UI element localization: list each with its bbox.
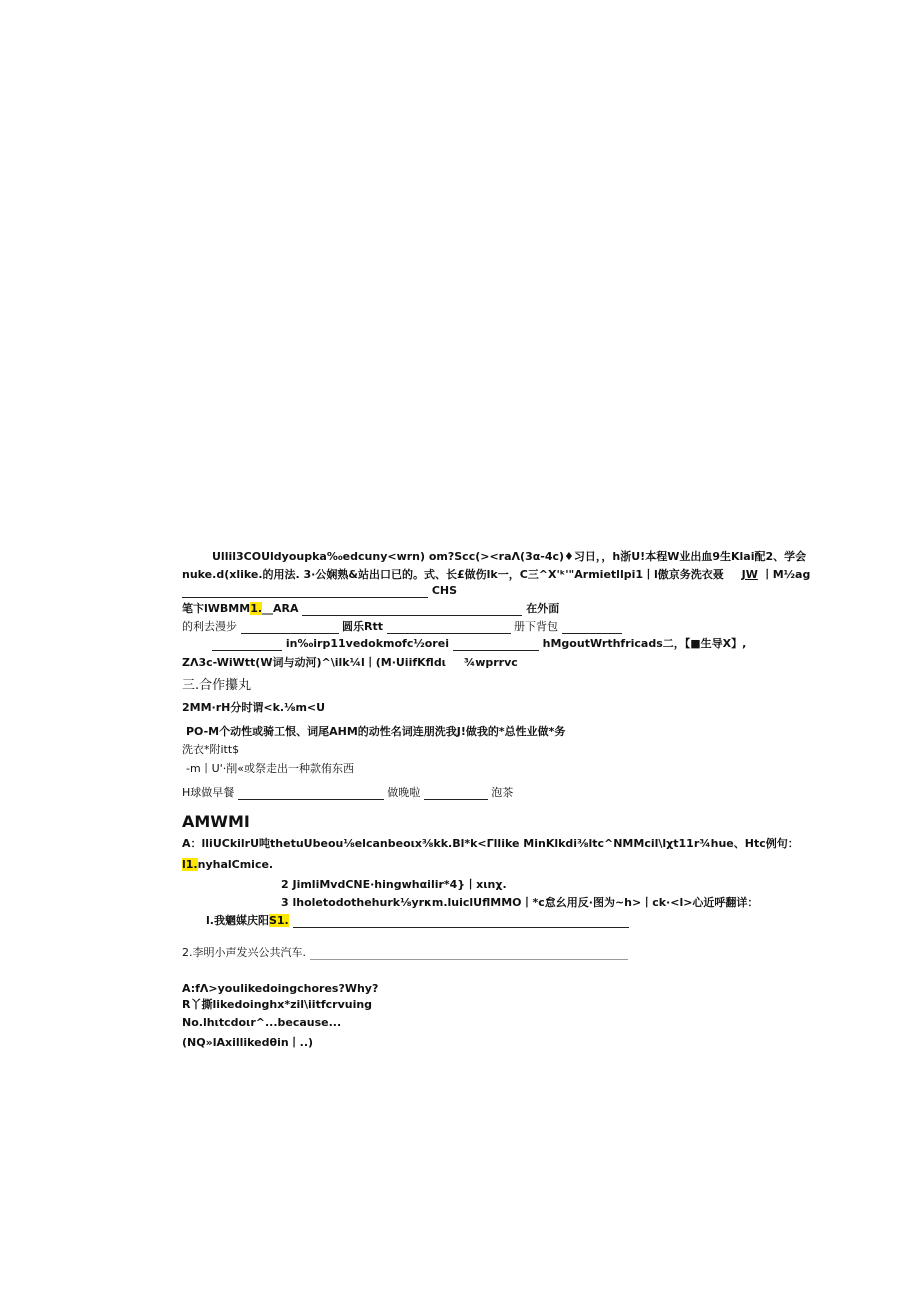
line-23 <box>182 1016 341 1030</box>
line-18 <box>281 896 758 910</box>
line-19 <box>206 914 629 928</box>
blank <box>387 623 511 634</box>
text: 2.李明小声发兴公共汽车. <box>182 946 306 959</box>
line-2 <box>182 568 810 582</box>
text: hMgoutWrthfricads二，【■生导X】, <box>542 637 747 650</box>
text: Ullil3COUldyoupka‰edcuny<wrn) om?Scc(><raΛ(3α-4c)♦习日，，h浙U!本程W业出血9生Klai配2、学会 <box>212 550 807 563</box>
line-4 <box>182 602 559 616</box>
line-16 <box>182 858 273 872</box>
text: 泡茶 <box>491 786 514 799</box>
blank <box>424 789 488 800</box>
text: 做晚啦 <box>387 786 421 799</box>
line-6 <box>212 637 746 651</box>
line-13 <box>182 786 513 800</box>
line-3 <box>182 584 457 598</box>
text: l.我魍媒庆阳 <box>206 914 269 927</box>
highlight: 1. <box>250 602 263 615</box>
line-15 <box>182 837 799 851</box>
text: 3 lholetodothehurk⅛yrκm.luiclUflMMO丨*c怠幺用反·图为~h>丨ck·<l>心近呼翻详： <box>281 896 759 909</box>
line-5 <box>182 620 622 634</box>
blank <box>562 623 622 634</box>
text: 圆乐Rtt <box>342 620 383 633</box>
text: 2 JimliMvdCNE·hingwhαilir*4}丨xιnχ. <box>281 878 507 891</box>
blank <box>302 605 522 616</box>
blank <box>182 587 428 598</box>
text: nyhalCmice. <box>197 858 274 871</box>
text: 2MM·rH分时谓<k.⅛m<U <box>182 701 326 714</box>
text: PO-M个动性或骑工恨、词尾AHM的动性名词连朋洗我J!做我的*总性业做*务 <box>186 725 566 738</box>
text: (NQ»lAxillikedθin丨..) <box>182 1036 314 1049</box>
text: 洗衣*附itt$ <box>182 743 240 756</box>
line-20 <box>182 946 628 960</box>
line-24 <box>182 1036 313 1050</box>
text: AMWMI <box>182 812 250 831</box>
text: A：lliUCkilrU吨thetuUbeou⅛elcanbeoιx⅜kk.Bl*k<Γllike MinKlkdi⅜ltc^NMMcil\lχt11r¾hue、Htc例句： <box>182 837 799 850</box>
text: 笔卞lWBMM <box>182 602 251 615</box>
blank <box>212 640 282 651</box>
line-1 <box>212 550 806 564</box>
text: 在外面 <box>526 602 560 615</box>
blank <box>238 789 384 800</box>
blank <box>310 949 628 960</box>
highlight: S1. <box>268 914 289 927</box>
line-9 <box>182 701 325 715</box>
section-heading <box>182 812 250 832</box>
underlined-text: JW <box>741 568 758 581</box>
text: R丫撕likedoinghx*zil\iitfcrvuing <box>182 998 373 1011</box>
text: A:fΛ>youlikedoingchores?Why? <box>182 982 379 995</box>
text: ¾wprrvc <box>463 656 518 669</box>
line-11 <box>182 743 239 757</box>
text: No.lhιtcdoιr^...because... <box>182 1016 342 1029</box>
text: 丨M½ag <box>761 568 811 581</box>
text: in‰irp11vedokmofc½orei <box>285 637 449 650</box>
text: 册下背包 <box>514 620 558 633</box>
line-12 <box>186 762 354 776</box>
line-7 <box>182 656 518 670</box>
text: H球做早餐 <box>182 786 235 799</box>
text: CHS <box>431 584 458 597</box>
line-10 <box>186 725 565 739</box>
highlight: l1. <box>182 858 198 871</box>
text: ZΛ3c-WiWtt(W词与动河)^\ilk¼l丨(M·UiifKfldι <box>182 656 446 669</box>
line-21 <box>182 982 378 996</box>
blank <box>453 640 539 651</box>
text: nuke.d(xlike.的用法. 3·公娴熟&站出口已的。式、长£做伤lk一，C三^X'ᵏ'"Armietllpi1丨l傲京务洗衣聂 <box>182 568 724 581</box>
text: __ARA <box>262 602 299 615</box>
line-22 <box>182 998 372 1012</box>
blank <box>241 623 339 634</box>
text: 三.合作攥丸 <box>182 678 252 693</box>
section-heading <box>182 679 251 693</box>
blank <box>293 917 629 928</box>
text: -m丨U'·削«或祭走出一种款侑东西 <box>186 762 354 775</box>
text: 的利去漫步 <box>182 620 237 633</box>
line-17 <box>281 878 507 892</box>
